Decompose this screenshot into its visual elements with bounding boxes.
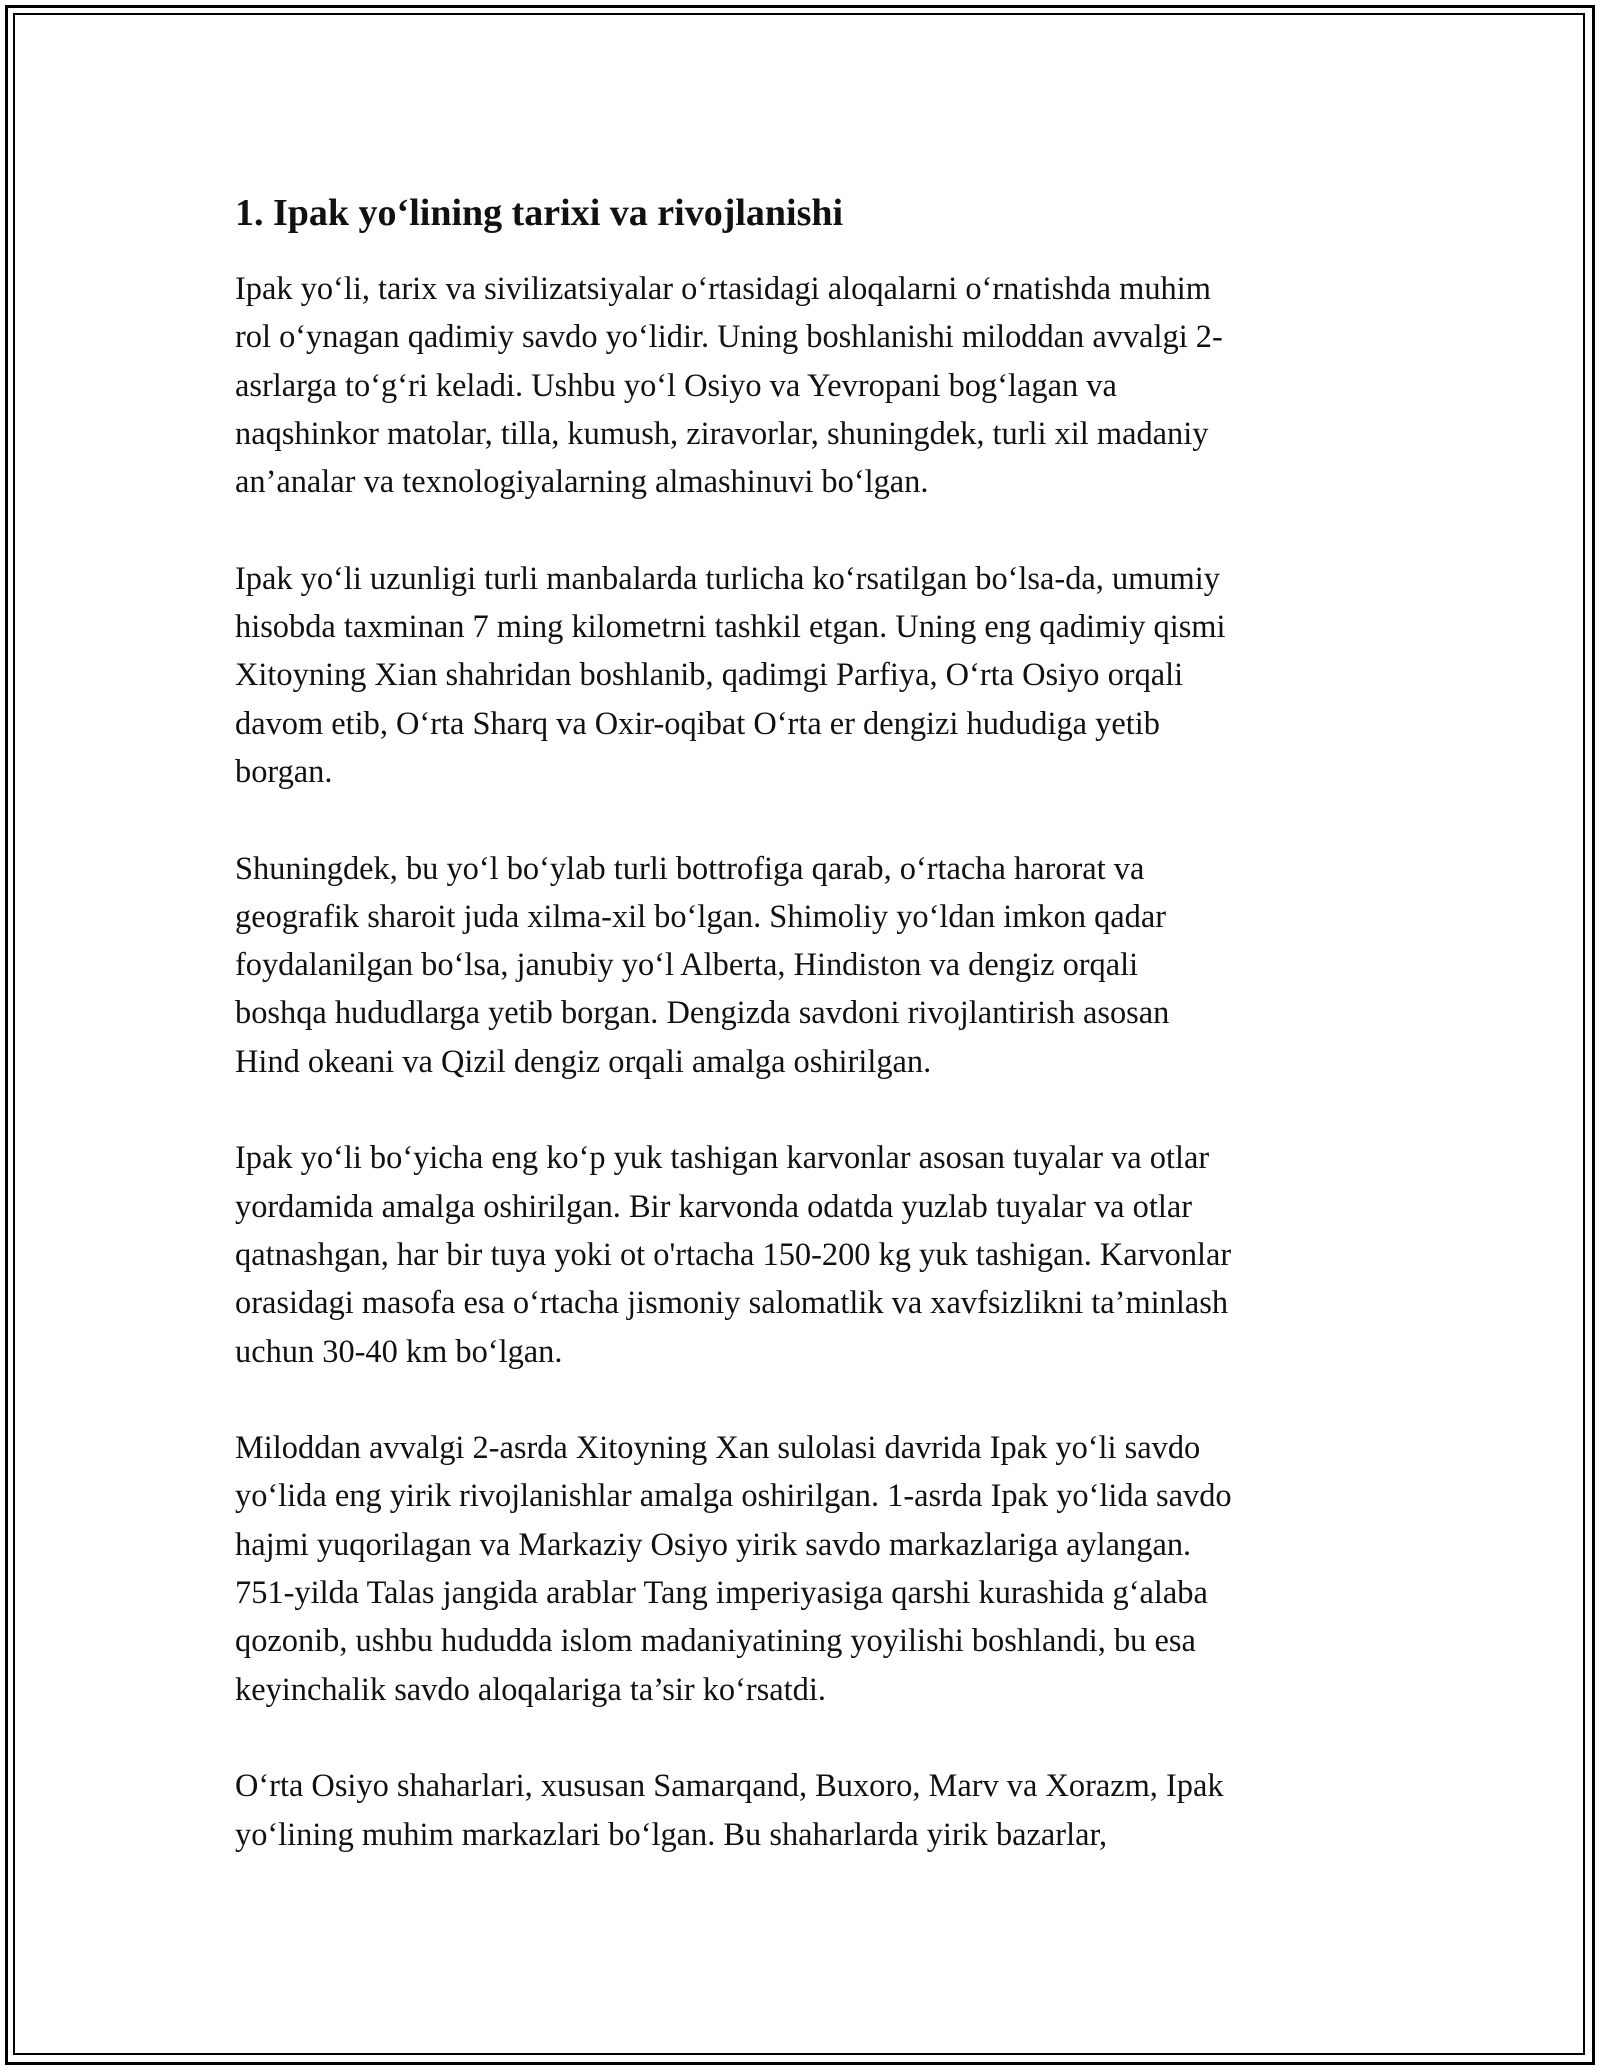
- paragraph-line: qozonib, ushbu hududda islom madaniyatining yoyilishi boshlandi, bu esa: [235, 1623, 1196, 1660]
- paragraph-line: hajmi yuqorilagan va Markaziy Osiyo yirik savdo markazlariga aylangan.: [235, 1526, 1192, 1563]
- paragraph-line: yordamida amalga oshirilgan. Bir karvonda odatda yuzlab tuyalar va otlar: [235, 1188, 1192, 1225]
- paragraph-line: geografik sharoit juda xilma-xil bo‘lgan. Shimoliy yo‘ldan imkon qadar: [235, 898, 1167, 935]
- paragraph-line: Hind okeani va Qizil dengiz orqali amalga oshirilgan.: [235, 1043, 932, 1080]
- paragraph-line: uchun 30-40 km bo‘lgan.: [235, 1333, 563, 1370]
- paragraph-line: keyinchalik savdo aloqalariga ta’sir ko‘rsatdi.: [235, 1671, 826, 1708]
- paragraph: [235, 1134, 1365, 1375]
- document-body: [235, 185, 1365, 1859]
- paragraph: [235, 845, 1365, 1086]
- paragraph-line: hisobda taxminan 7 ming kilometrni tashkil etgan. Uning eng qadimiy qismi: [235, 609, 1226, 646]
- paragraph-line: davom etib, O‘rta Sharq va Oxir-oqibat O‘rta er dengizi hududiga yetib: [235, 705, 1160, 742]
- paragraph-line: boshqa hududlarga yetib borgan. Dengizda savdoni rivojlantirish asosan: [235, 995, 1170, 1032]
- paragraph-line: an’analar va texnologiyalarning almashinuvi bo‘lgan.: [235, 464, 929, 501]
- paragraph-line: Shuningdek, bu yo‘l bo‘ylab turli bottrofiga qarab, o‘rtacha harorat va: [235, 850, 1145, 887]
- paragraph-line: Miloddan avvalgi 2-asrda Xitoyning Xan sulolasi davrida Ipak yo‘li savdo: [235, 1430, 1201, 1467]
- paragraph-line: Xitoyning Xian shahridan boshlanib, qadimgi Parfiya, O‘rta Osiyo orqali: [235, 657, 1184, 694]
- paragraph-line: Ipak yo‘li, tarix va sivilizatsiyalar o‘rtasidagi aloqalarni o‘rnatishda muhim: [235, 271, 1211, 307]
- paragraph-line: naqshinkor matolar, tilla, kumush, ziravorlar, shuningdek, turli xil madaniy: [235, 415, 1209, 452]
- section-heading: 1. Ipak yo‘lining tarixi va rivojlanishi: [235, 192, 844, 234]
- paragraph-line: 751-yilda Talas jangida arablar Tang imperiyasiga qarshi kurashida g‘alaba: [235, 1575, 1208, 1612]
- paragraph-line: orasidagi masofa esa o‘rtacha jismoniy salomatlik va xavfsizlikni ta’minlash: [235, 1285, 1229, 1322]
- paragraph: [235, 1424, 1365, 1714]
- paragraph-line: yo‘lida eng yirik rivojlanishlar amalga oshirilgan. 1-asrda Ipak yo‘lida savdo: [235, 1478, 1232, 1515]
- paragraph-line: Ipak yo‘li bo‘yicha eng ko‘p yuk tashigan karvonlar asosan tuyalar va otlar: [235, 1140, 1210, 1177]
- paragraph-line: yo‘lining muhim markazlari bo‘lgan. Bu shaharlarda yirik bazarlar,: [235, 1816, 1108, 1853]
- paragraph-line: borgan.: [235, 753, 333, 790]
- paragraph-line: asrlarga to‘g‘ri keladi. Ushbu yo‘l Osiyo va Yevropani bog‘lagan va: [235, 367, 1117, 404]
- paragraph: [235, 555, 1365, 796]
- paragraph-line: O‘rta Osiyo shaharlari, xususan Samarqand, Buxoro, Marv va Xorazm, Ipak: [235, 1768, 1224, 1805]
- paragraph: [235, 265, 1365, 506]
- paragraph: [235, 1762, 1365, 1859]
- paragraph-list: [235, 265, 1365, 1859]
- paragraph-line: foydalanilgan bo‘lsa, janubiy yo‘l Alberta, Hindiston va dengiz orqali: [235, 947, 1139, 984]
- paragraph-line: Ipak yo‘li uzunligi turli manbalarda turlicha ko‘rsatilgan bo‘lsa-da, umumiy: [235, 560, 1220, 597]
- paragraph-line: rol o‘ynagan qadimiy savdo yo‘lidir. Uning boshlanishi miloddan avvalgi 2-: [235, 319, 1223, 356]
- paragraph-line: qatnashgan, har bir tuya yoki ot o'rtacha 150-200 kg yuk tashigan. Karvonlar: [235, 1236, 1232, 1273]
